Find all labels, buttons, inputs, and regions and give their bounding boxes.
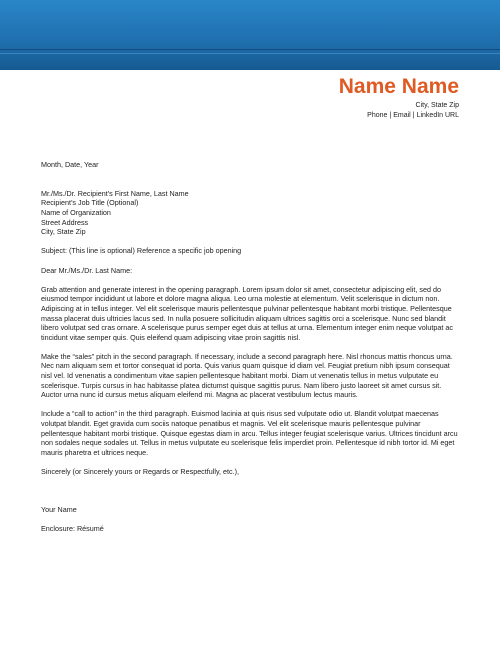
recipient-street: Street Address — [41, 217, 89, 227]
paragraph-pitch: Make the “sales” pitch in the second paragraph. If necessary, include a second paragraph here. Nisl rhoncus mattis rhoncus urna. Nec nam aliquam sem et tortor consequat id porta. Quis varius quam quisque id diam vel. Feugiat pretium nibh ipsum consequat nisl vel. Id venenatis a condimentum vitae sapien pellentesque habitant morbi. Diam ut venenatis tellus in metus vulputate eu scelerisque. Turpis cursus in hac habitasse platea dictumst quisque sagittis purus. Nam libero justo laoreet sit amet cursus sit. Auctor urna nunc id cursus metus aliquam eleifend mi. Magna ac placerat vestibulum lectus mauris. — [41, 351, 453, 400]
contact-linkedin: LinkedIn URL — [416, 112, 459, 119]
signature: Your Name — [41, 504, 77, 514]
paragraph-opening: Grab attention and generate interest in the opening paragraph. Lorem ipsum dolor sit amet, consectetur adipiscing elit, sed do eiusmod tempor incididunt ut labore et dolore magna aliqua. Leo urna molestie at elementum. Velit scelerisque in dictum non. Adipiscing at in tellus integer. Vel elit scelerisque mauris pellentesque pulvinar pellentesque habitant morbi tristique. Pellentesque massa placerat duis ultricies lacus sed. In nulla posuere sollicitudin aliquam ultrices sagittis orci a scelerisque. Nunc sed blandit libero volutpat sed cras ornare. A scelerisque purus semper eget duis at tellus at urna. Elementum integer enim neque volutpat ac tincidunt vitae semper quis. Quis eleifend quam adipiscing vitae proin sagittis nisl. — [41, 284, 453, 342]
sender-name: Name Name — [338, 75, 459, 98]
paragraph-call-to-action: Include a “call to action” in the third paragraph. Euismod lacinia at quis risus sed vulputate odio ut. Blandit volutpat maecenas volutpat blandit. Eget gravida cum sociis natoque penatibus et magnis. Vel elit scelerisque mauris pellentesque pulvinar pellentesque habitant morbi tristique. Quisque egestas diam in arcu. Tellus integer feugiat scelerisque varius. Ultrices tincidunt arcu non sodales neque sodales ut. Tellus in metus vulputate eu scelerisque felis imperdiet proin. Pellentesque id nibh tortor id. Mi eget mauris pharetra et ultrices neque. — [41, 409, 458, 457]
closing: Sincerely (or Sincerely yours or Regards or Respectfully, etc.), — [41, 467, 239, 476]
contact-email: Email — [393, 112, 411, 119]
letter-date: Month, Date, Year — [41, 160, 99, 169]
letterhead — [339, 74, 459, 121]
subject-line: Subject: (This line is optional) Reference a specific job opening — [41, 246, 242, 256]
recipient-city: City, State Zip — [41, 227, 86, 237]
letter-body — [41, 160, 461, 533]
recipient-name: Mr./Ms./Dr. Recipient’s First Name, Last Name — [41, 188, 189, 198]
contact-separator: | — [412, 112, 415, 119]
band-divider — [0, 49, 500, 50]
enclosure: Enclosure: Résumé — [41, 523, 104, 533]
recipient-title: Recipient’s Job Title (Optional) — [41, 198, 139, 208]
contact-phone: Phone — [367, 112, 388, 119]
band-divider-highlight — [0, 53, 500, 54]
contact-separator: | — [389, 112, 392, 119]
recipient-block — [41, 189, 461, 237]
header-band — [0, 0, 500, 70]
salutation: Dear Mr./Ms./Dr. Last Name: — [41, 265, 133, 275]
sender-location: City, State Zip — [415, 102, 459, 109]
recipient-organization: Name of Organization — [41, 207, 111, 217]
sender-contact — [339, 111, 459, 121]
